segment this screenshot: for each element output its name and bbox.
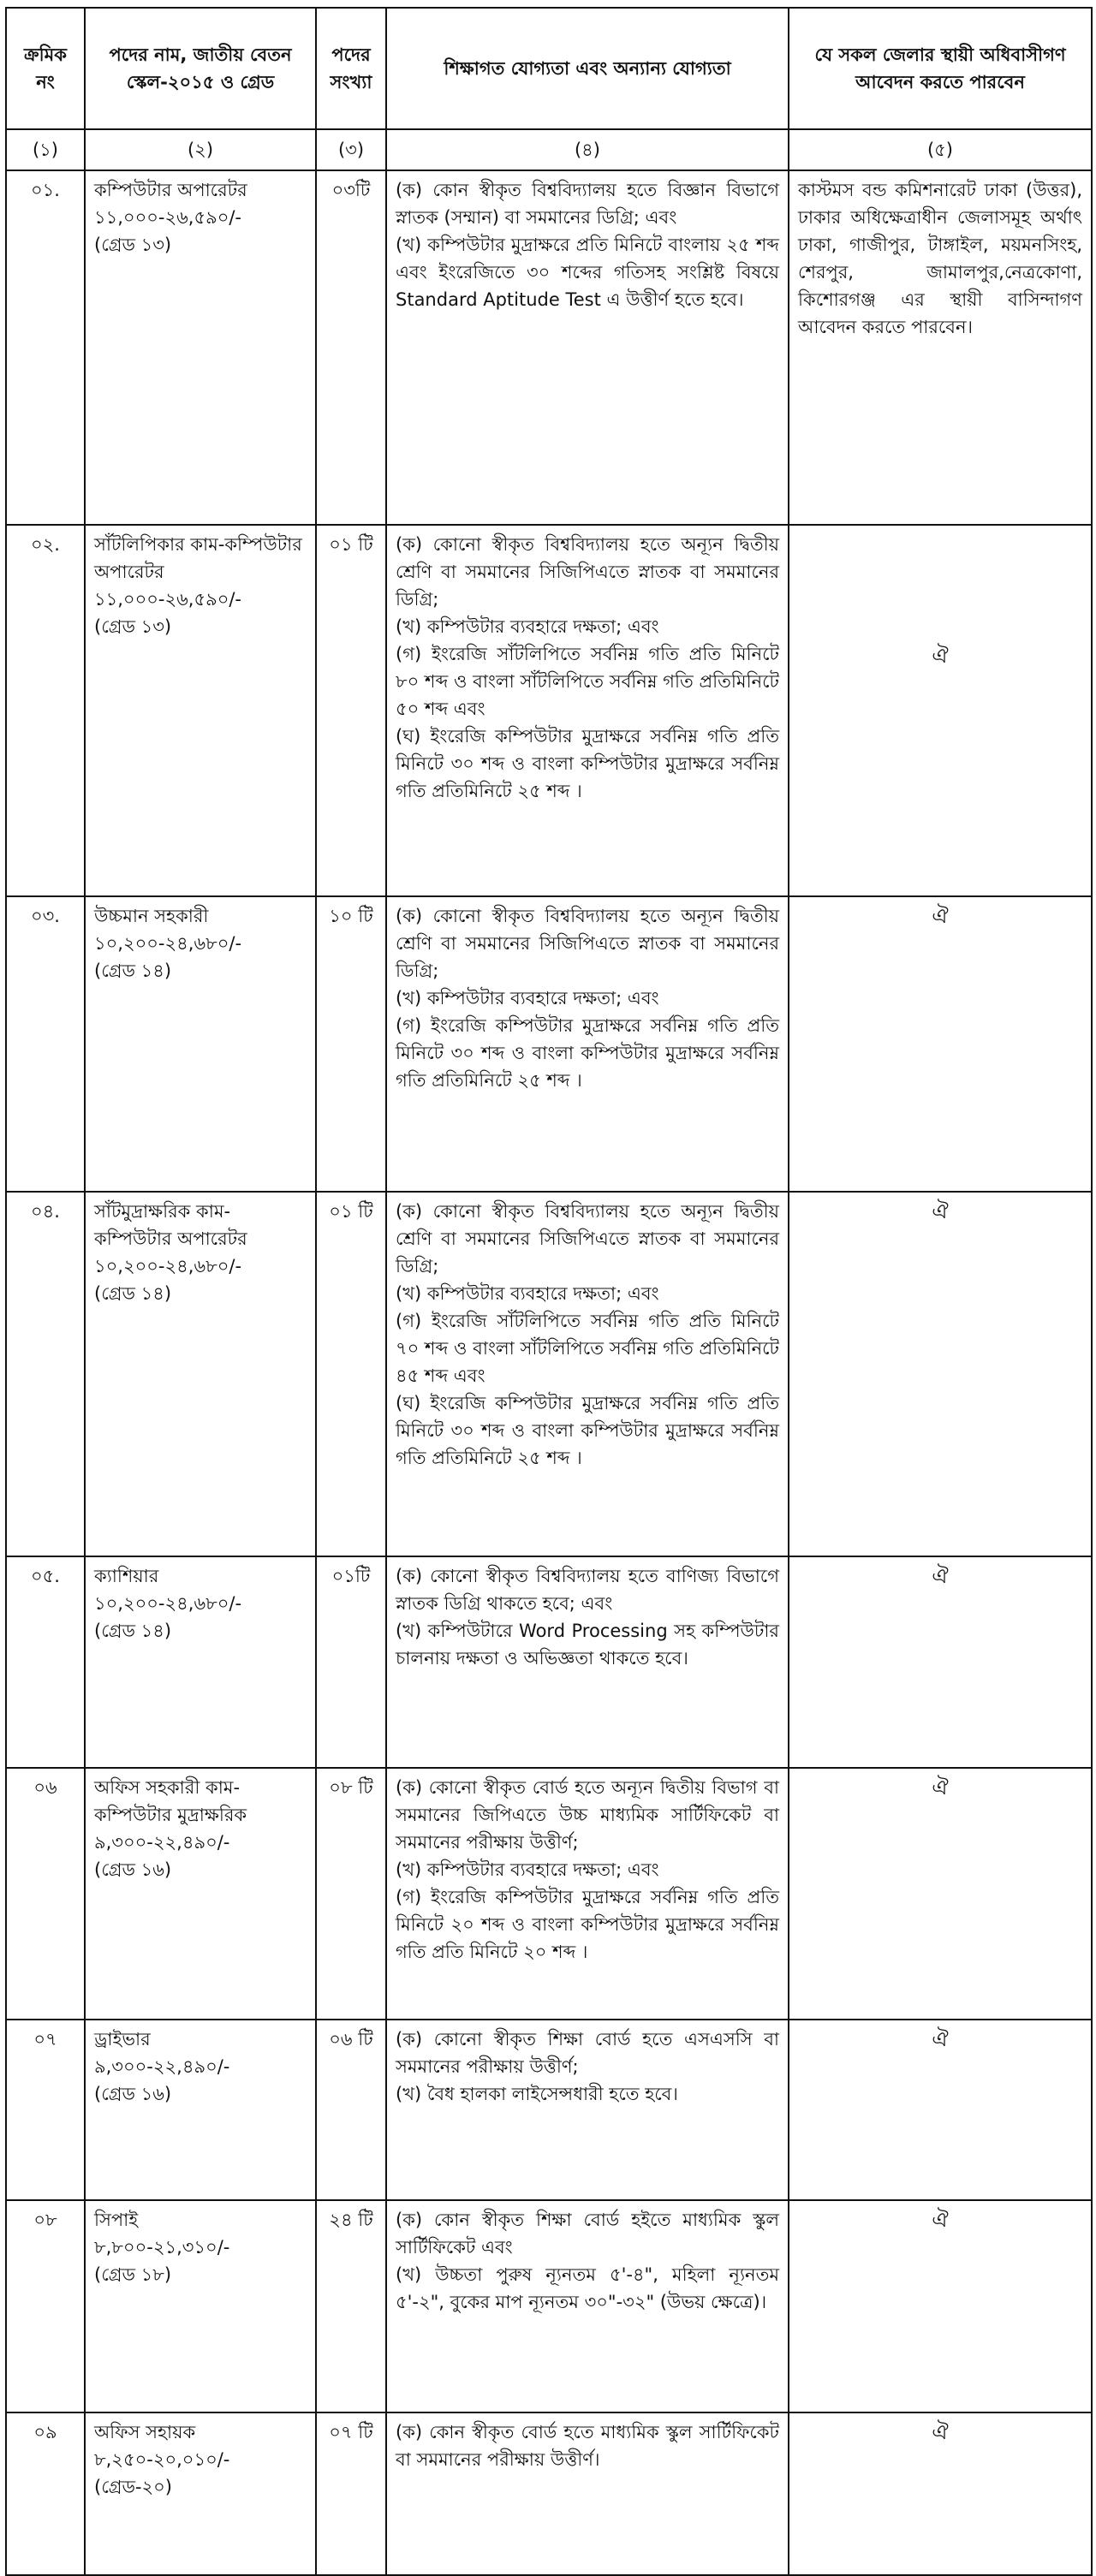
grade: (গ্রেড ১৪) xyxy=(94,1283,172,1304)
qualification-item: (ঘ) ইংরেজি কম্পিউটার মুদ্রাক্ষরে সর্বনিম্ন গতি প্রতি মিনিটে ৩০ শব্দ ও বাংলা কম্পিউটার মুদ্রাক্ষরে সর্বনিম্ন গতি প্রতিমিনিটে ২৫ শব্দ । xyxy=(396,1393,779,1468)
qualification-item: (খ) কম্পিউটার ব্যবহারে দক্ষতা; এবং xyxy=(396,1859,659,1880)
ditto-mark: ঐ xyxy=(932,2027,949,2051)
ditto-mark: ঐ xyxy=(932,1564,949,1588)
header-post-scale-grade: পদের নাম, জাতীয় বেতন স্কেল-২০১৫ ও গ্রেড xyxy=(85,8,316,129)
table-row xyxy=(6,1768,1092,2020)
serial-cell: ০১. xyxy=(6,170,85,525)
district-cell xyxy=(789,2412,1092,2575)
qualification-cell xyxy=(386,170,789,525)
qualification-item: (ক) কোনো স্বীকৃত বিশ্ববিদ্যালয় হতে অন্যূন দ্বিতীয় শ্রেণি বা সমমানের সিজিপিএতে স্নাতক বা সমমানের ডিগ্রি; xyxy=(396,906,779,981)
post-count-cell: ০৩টি xyxy=(316,170,386,525)
post-cell xyxy=(85,1556,316,1768)
qualification-cell xyxy=(386,525,789,896)
district-cell xyxy=(789,170,1092,525)
post-name: অফিস সহায়ক xyxy=(94,2422,196,2442)
post-name: ক্যাশিয়ার xyxy=(94,1566,159,1586)
header-eligible-districts: যে সকল জেলার স্থায়ী অধিবাসীগণ আবেদন করতে পারবেন xyxy=(789,8,1092,129)
pay-scale: ১০,২০০-২৪,৬৮০/- xyxy=(94,1256,242,1276)
ditto-mark: ঐ xyxy=(932,904,949,928)
district-cell xyxy=(789,2200,1092,2412)
post-name: উচ্চমান সহকারী xyxy=(94,906,209,926)
pay-scale: ৯,৩০০-২২,৪৯০/- xyxy=(94,2056,230,2077)
post-count-cell: ০৮ টি xyxy=(316,1768,386,2020)
post-cell xyxy=(85,1192,316,1556)
pay-scale: ১০,২০০-২৪,৬৮০/- xyxy=(94,933,242,954)
pay-scale: ৮,২৫০-২০,০১০/- xyxy=(94,2449,230,2470)
serial-cell: ০৪. xyxy=(6,1192,85,1556)
pay-scale: ৮,৮০০-২১,৩১০/- xyxy=(94,2237,230,2258)
post-cell xyxy=(85,2020,316,2200)
grade: (গ্রেড ১৪) xyxy=(94,961,172,981)
grade: (গ্রেড-২০) xyxy=(94,2477,172,2497)
serial-cell: ০৮ xyxy=(6,2200,85,2412)
post-count-cell: ০৬ টি xyxy=(316,2020,386,2200)
qualification-cell xyxy=(386,1768,789,2020)
post-count-cell: ০১টি xyxy=(316,1556,386,1768)
table-row xyxy=(6,896,1092,1192)
district-cell xyxy=(789,896,1092,1192)
table-row xyxy=(6,2412,1092,2575)
grade: (গ্রেড ১৩) xyxy=(94,616,172,637)
qualification-item: (ক) কোনো স্বীকৃত বিশ্ববিদ্যালয় হতে অন্যূন দ্বিতীয় শ্রেণি বা সমমানের সিজিপিএতে স্নাতক বা সমমানের ডিগ্রি; xyxy=(396,534,779,610)
grade: (গ্রেড ১৮) xyxy=(94,2264,172,2285)
qualification-item: (ক) কোনো স্বীকৃত বিশ্ববিদ্যালয় হতে বাণিজ্য বিভাগে স্নাতক ডিগ্রি থাকতে হবে; এবং xyxy=(396,1566,779,1614)
qualification-cell xyxy=(386,2200,789,2412)
qualification-item: (গ) ইংরেজি কম্পিউটার মুদ্রাক্ষরে সর্বনিম্ন গতি প্রতি মিনিটে ৩০ শব্দ ও বাংলা কম্পিউটার মুদ্রাক্ষরে সর্বনিম্ন গতি প্রতিমিনিটে ২৫ শব্দ । xyxy=(396,1015,779,1091)
table-row xyxy=(6,525,1092,896)
qualification-item: (খ) উচ্চতা পুরুষ ন্যূনতম ৫'-৪", মহিলা ন্যূনতম ৫'-২", বুকের মাপ ন্যূনতম ৩০"-৩২" (উভয় ক্ষেত্রে)। xyxy=(396,2264,779,2312)
qualification-item: (ক) কোন স্বীকৃত বোর্ড হতে মাধ্যমিক স্কুল সার্টিফিকেট বা সমমানের পরীক্ষায় উত্তীর্ণ। xyxy=(396,2422,779,2470)
serial-cell: ০৯ xyxy=(6,2412,85,2575)
ditto-mark: ঐ xyxy=(932,644,949,668)
ditto-mark: ঐ xyxy=(932,2420,949,2444)
header-post-count: পদের সংখ্যা xyxy=(316,8,386,129)
table-row xyxy=(6,1192,1092,1556)
post-count-cell: ০১ টি xyxy=(316,1192,386,1556)
vacancy-table xyxy=(5,7,1093,2576)
post-count-cell: ১০ টি xyxy=(316,896,386,1192)
qualification-cell xyxy=(386,1192,789,1556)
qualification-item: (ক) কোন স্বীকৃত শিক্ষা বোর্ড হইতে মাধ্যমিক স্কুল সার্টিফিকেট এবং xyxy=(396,2210,779,2258)
grade: (গ্রেড ১৪) xyxy=(94,1621,172,1641)
table-row xyxy=(6,2200,1092,2412)
table-row xyxy=(6,2020,1092,2200)
ditto-mark: ঐ xyxy=(932,2208,949,2232)
district-cell xyxy=(789,525,1092,896)
table-row xyxy=(6,170,1092,525)
qualification-item: (ক) কোনো স্বীকৃত শিক্ষা বোর্ড হতে এসএসসি বা সমমানের পরীক্ষায় উত্তীর্ণ; xyxy=(396,2029,779,2077)
column-number: (৫) xyxy=(789,129,1092,170)
ditto-mark: ঐ xyxy=(932,1776,949,1800)
qualification-cell xyxy=(386,2412,789,2575)
eligible-districts-text: কাস্টমস বন্ড কমিশনারেট ঢাকা (উত্তর), ঢাকার অধিক্ষেত্রাধীন জেলাসমূহ অর্থাৎ ঢাকা, গাজীপুর, টাঙ্গাইল, ময়মনসিংহ, শেরপুর, জামালপুর,নেত্রকোণা, কিশোরগঞ্জ এর স্থায়ী বাসিন্দাগণ আবেদন করতে পারবেন। xyxy=(798,180,1082,337)
post-name: সিপাই xyxy=(94,2210,139,2230)
qualification-item: (ক) কোন স্বীকৃত বিশ্ববিদ্যালয় হতে বিজ্ঞান বিভাগে স্নাতক (সম্মান) বা সমমানের ডিগ্রি; এবং xyxy=(396,180,779,228)
post-cell xyxy=(85,2412,316,2575)
column-number-row xyxy=(6,129,1092,170)
qualification-item: (খ) কম্পিউটারে Word Processing সহ কম্পিউটার চালনায় দক্ষতা ও অভিজ্ঞতা থাকতে হবে। xyxy=(396,1621,779,1669)
table-header-row xyxy=(6,8,1092,129)
header-qualifications: শিক্ষাগত যোগ্যতা এবং অন্যান্য যোগ্যতা xyxy=(386,8,789,129)
district-cell xyxy=(789,1768,1092,2020)
qualification-item: (খ) কম্পিউটার মুদ্রাক্ষরে প্রতি মিনিটে বাংলায় ২৫ শব্দ এবং ইংরেজিতে ৩০ শব্দের গতিসহ সংশ্লিষ্ট বিষয়ে Standard Aptitude Test এ উত্তীর্ণ হতে হবে। xyxy=(396,235,779,310)
district-cell xyxy=(789,1556,1092,1768)
grade: (গ্রেড ১৩) xyxy=(94,235,172,255)
post-name: ড্রাইভার xyxy=(94,2029,151,2049)
serial-cell: ০৫. xyxy=(6,1556,85,1768)
post-count-cell: ০১ টি xyxy=(316,525,386,896)
column-number: (১) xyxy=(6,129,85,170)
post-count-cell: ২৪ টি xyxy=(316,2200,386,2412)
post-name: সাঁটলিপিকার কাম-কম্পিউটার অপারেটর xyxy=(94,534,302,582)
qualification-item: (গ) ইংরেজি সাঁটলিপিতে সর্বনিম্ন গতি প্রতি মিনিটে ৭০ শব্দ ও বাংলা সাঁটলিপিতে সর্বনিম্ন গতি প্রতিমিনিটে ৪৫ শব্দ এবং xyxy=(396,1311,779,1386)
grade: (গ্রেড ১৬) xyxy=(94,2084,172,2104)
serial-cell: ০২. xyxy=(6,525,85,896)
post-name: অফিস সহকারী কাম-কম্পিউটার মুদ্রাক্ষরিক xyxy=(94,1777,247,1825)
pay-scale: ১০,২০০-২৪,৬৮০/- xyxy=(94,1593,242,1614)
qualification-item: (খ) কম্পিউটার ব্যবহারে দক্ষতা; এবং xyxy=(396,1283,659,1304)
post-name: সাঁটমুদ্রাক্ষরিক কাম-কম্পিউটার অপারেটর xyxy=(94,1201,247,1249)
table-row xyxy=(6,1556,1092,1768)
pay-scale: ১১,০০০-২৬,৫৯০/- xyxy=(94,589,242,610)
district-cell xyxy=(789,1192,1092,1556)
ditto-mark: ঐ xyxy=(932,1199,949,1223)
grade: (গ্রেড ১৬) xyxy=(94,1859,172,1880)
qualification-cell xyxy=(386,2020,789,2200)
pay-scale: ১১,০০০-২৬,৫৯০/- xyxy=(94,207,242,228)
post-cell xyxy=(85,2200,316,2412)
qualification-item: (ঘ) ইংরেজি কম্পিউটার মুদ্রাক্ষরে সর্বনিম্ন গতি প্রতি মিনিটে ৩০ শব্দ ও বাংলা কম্পিউটার মুদ্রাক্ষরে সর্বনিম্ন গতি প্রতিমিনিটে ২৫ শব্দ । xyxy=(396,726,779,801)
post-cell xyxy=(85,525,316,896)
post-name: কম্পিউটার অপারেটর xyxy=(94,180,247,200)
qualification-item: (খ) কম্পিউটার ব্যবহারে দক্ষতা; এবং xyxy=(396,988,659,1008)
pay-scale: ৯,৩০০-২২,৪৯০/- xyxy=(94,1832,230,1853)
serial-cell: ০৭ xyxy=(6,2020,85,2200)
column-number: (২) xyxy=(85,129,316,170)
qualification-item: (গ) ইংরেজি কম্পিউটার মুদ্রাক্ষরে সর্বনিম্ন গতি প্রতি মিনিটে ২০ শব্দ ও বাংলা কম্পিউটার মুদ্রাক্ষরে সর্বনিম্ন গতি প্রতি মিনিটে ২০ শব্দ । xyxy=(396,1887,779,1962)
qualification-item: (ক) কোনো স্বীকৃত বিশ্ববিদ্যালয় হতে অন্যূন দ্বিতীয় শ্রেণি বা সমমানের সিজিপিএতে স্নাতক বা সমমানের ডিগ্রি; xyxy=(396,1201,779,1276)
serial-cell: ০৩. xyxy=(6,896,85,1192)
header-serial: ক্রমিক নং xyxy=(6,8,85,129)
serial-cell: ০৬ xyxy=(6,1768,85,2020)
qualification-item: (গ) ইংরেজি সাঁটলিপিতে সর্বনিম্ন গতি প্রতি মিনিটে ৮০ শব্দ ও বাংলা সাঁটলিপিতে সর্বনিম্ন গতি প্রতিমিনিটে ৫০ শব্দ এবং xyxy=(396,644,779,719)
post-cell xyxy=(85,170,316,525)
qualification-item: (খ) কম্পিউটার ব্যবহারে দক্ষতা; এবং xyxy=(396,616,659,637)
district-cell xyxy=(789,2020,1092,2200)
qualification-cell xyxy=(386,1556,789,1768)
post-cell xyxy=(85,1768,316,2020)
column-number: (৩) xyxy=(316,129,386,170)
qualification-item: (ক) কোনো স্বীকৃত বোর্ড হতে অন্যূন দ্বিতীয় বিভাগ বা সমমানের জিপিএতে উচ্চ মাধ্যমিক সার্টিফিকেট বা সমমানের পরীক্ষায় উত্তীর্ণ; xyxy=(396,1777,779,1853)
qualification-item: (খ) বৈধ হালকা লাইসেন্সধারী হতে হবে। xyxy=(396,2084,678,2104)
post-count-cell: ০৭ টি xyxy=(316,2412,386,2575)
qualification-cell xyxy=(386,896,789,1192)
column-number: (৪) xyxy=(386,129,789,170)
post-cell xyxy=(85,896,316,1192)
